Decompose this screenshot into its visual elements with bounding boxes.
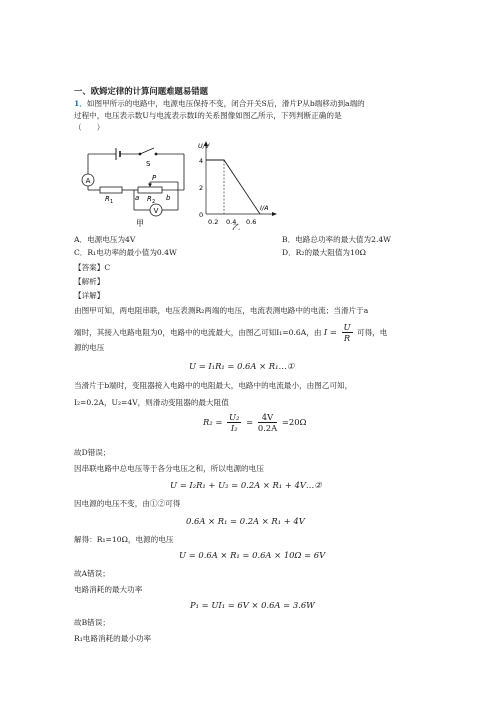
equation-6: P₁ = UI₁ = 6V × 0.6A = 3.6W (190, 600, 315, 610)
question-blank: （ ） (74, 123, 105, 132)
answer-label: 【答案】C (74, 263, 111, 272)
solution-p6: 解得：R₁=10Ω，电源的电压 (74, 535, 174, 544)
eq2-f1-den: I₂ (230, 423, 238, 433)
figure-jia-caption: 甲 (136, 219, 144, 228)
ohm-fraction (342, 322, 353, 343)
solution-p1-line2-end: 可得，电 (356, 328, 388, 337)
y-tick-0: 0 (199, 211, 204, 219)
x-axis-label: I/A (260, 204, 269, 212)
eq2-f2-den: 0.2A (257, 423, 278, 433)
question-line-1 (74, 98, 365, 109)
ohm-u: U (343, 322, 351, 332)
option-d[interactable]: D．R₂的最大阻值为10Ω (282, 248, 366, 257)
detail-label: 【详解】 (74, 291, 105, 300)
equation-1: U = I₁R₁ = 0.6A × R₁…① (189, 361, 295, 371)
solution-p9: 故B错误； (74, 618, 110, 627)
ohm-i: I (323, 327, 328, 337)
solution-p2-line2: I₂=0.2A，U₂=4V，则滑动变阻器的最大阻值 (74, 398, 229, 407)
r2-label: R (147, 195, 152, 203)
voltmeter-label: V (153, 207, 159, 215)
switch-label: S (146, 160, 151, 168)
solution-p1-line1: 由图甲可知，两电阻串联，电压表测R₂两端的电压，电流表测电路中的电流；当滑片于a (74, 306, 369, 315)
x-tick-0.6: 0.6 (246, 218, 257, 226)
question-text-2: 过程中，电压表示数U与电流表示数I的关系图像如图乙所示，下列判断正确的是 (74, 111, 342, 120)
equation-4: 0.6A × R₁ = 0.2A × R₁ + 4V (186, 516, 305, 526)
eq2-f1-num: U₂ (229, 412, 240, 422)
section-title: 一、欧姆定律的计算问题难题易错题 (74, 86, 208, 96)
end-b-label: b (166, 194, 171, 202)
ui-graph-line (206, 160, 260, 214)
ohm-r: R (343, 333, 351, 343)
solution-p7: 故A错误； (74, 569, 110, 578)
equation-2: R₂ = $\frac{\text{U₂}}{\text{I₂}}$ = $\frac{4V}{0.2A}$ =20Ω (203, 412, 307, 433)
circuit-diagram (74, 138, 194, 230)
question-number: 1． (74, 99, 87, 108)
question-text-1: 如图甲所示的电路中，电源电压保持不变，闭合开关S后，滑片P从b端移动到a端的 (86, 99, 365, 108)
x-tick-0.4: 0.4 (226, 218, 237, 226)
solution-p10: R₁电路消耗的最小功率 (74, 634, 152, 643)
y-tick-2: 2 (199, 184, 204, 192)
solution-p2-line1: 当滑片于b端时，变阻器接入电路中的电阻最大，电路中的电流最小，由图乙可知， (74, 381, 353, 390)
r1-sub: 1 (110, 199, 114, 205)
equation-3: U = I₂R₁ + U₂ = 0.2A × R₁ + 4V…② (170, 480, 322, 490)
r2-sub: 2 (152, 199, 156, 205)
solution-p8: 电路消耗的最大功率 (74, 585, 143, 594)
x-tick-0.2: 0.2 (208, 218, 219, 226)
option-b[interactable]: B．电路总功率的最大值为2.4W (282, 235, 391, 244)
solution-p4: 因串联电路中总电压等于各分电压之和，所以电源的电压 (74, 464, 264, 473)
eq2-fraction-1 (227, 412, 241, 433)
solution-p5: 因电源的电压不变，由①②可得 (74, 499, 181, 508)
y-axis-label: U/V (198, 142, 210, 150)
solution-p1-line3: 源的电压 (74, 343, 105, 352)
analysis-label: 【解析】 (74, 277, 105, 286)
equation-5: U = 0.6A × R₁ = 0.6A × 10Ω = 6V (179, 550, 326, 560)
option-a[interactable]: A．电源电压为4V (74, 235, 136, 244)
option-c[interactable]: C．R₁电功率的最小值为0.4W (74, 248, 177, 257)
ohm-law-formula: I = $\frac{U}{R}$ (323, 322, 351, 343)
ui-graph (192, 138, 282, 230)
eq2-f2-num: 4V (258, 412, 277, 423)
figure-yi-caption: 乙 (232, 223, 240, 230)
eq2-rhs: =20Ω (281, 417, 307, 427)
ammeter-label: A (85, 177, 91, 185)
y-tick-4: 4 (199, 157, 204, 165)
eq2-fraction-2 (258, 412, 277, 433)
slider-label: P (152, 174, 157, 182)
end-a-label: a (135, 194, 140, 202)
solution-p1-line2 (74, 322, 387, 343)
r1-label: R (105, 195, 110, 203)
solution-p3: 故D错误； (74, 448, 111, 457)
eq2-lhs: R₂ = (203, 417, 223, 427)
solution-p1-line2-text: 端时，其接入电路电阻为0，电路中的电流最大，由图乙可知I₁=0.6A，由 (74, 328, 322, 337)
